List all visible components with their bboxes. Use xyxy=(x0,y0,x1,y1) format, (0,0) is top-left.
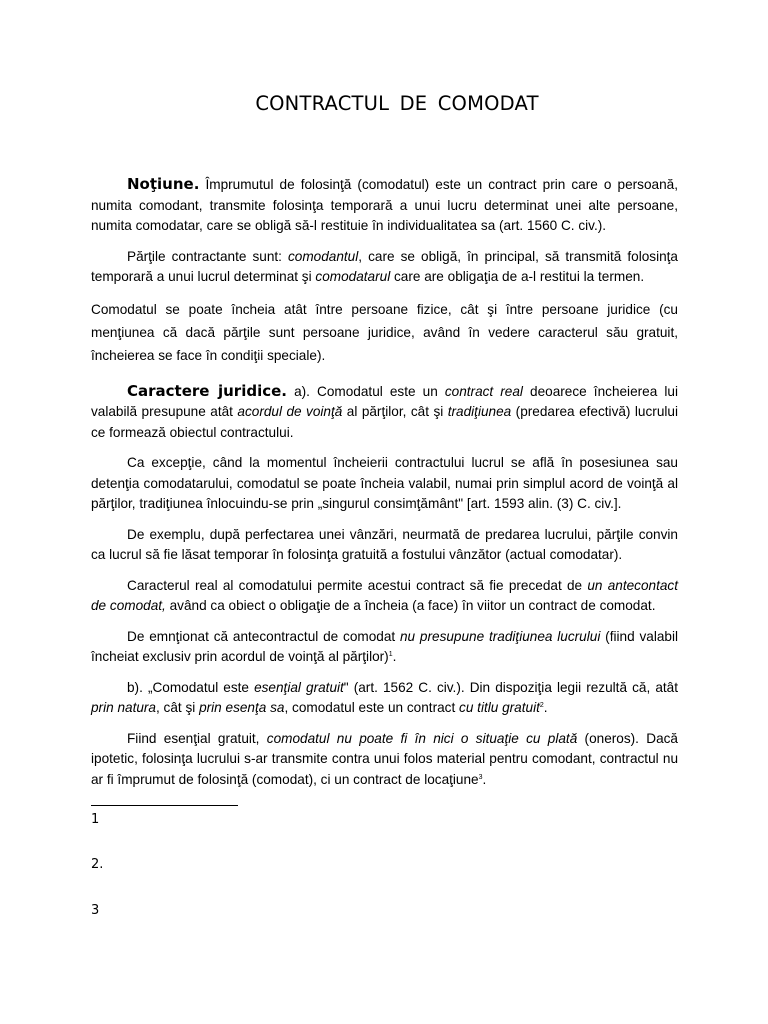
paragraph-exceptie xyxy=(91,453,678,515)
document-body xyxy=(91,174,678,800)
text-run: (oneros). Dacă ipotetic, folosinţa lucrului s-ar transmite contra unui folos material pentru comodant, contractul nu ar fi împrumut de folosinţă (comodat), ci un contract de locaţiune xyxy=(91,730,678,787)
italic-run: prin natura xyxy=(91,700,156,715)
text-run: b). „Comodatul este xyxy=(127,679,255,695)
text-run: . xyxy=(392,649,397,664)
text-run: . xyxy=(482,771,487,787)
footnote-ref-2[interactable]: 2 xyxy=(539,702,544,709)
italic-run: nu presupune tradiţiunea lucrului xyxy=(399,628,601,644)
italic-run: tradiţiunea xyxy=(447,404,512,419)
text-run: Caracterul real al comodatului permite acestui contract să fie precedat de xyxy=(127,577,588,593)
text-run: Ca excepţie, când la momentul încheierii contractului lucrul se află în posesiunea sau detenţia comodatarului, comodatul se poate încheia valabil, numai prin simplul acord de voinţă al părţilor, tradiţiunea înlocuindu-se prin „singurul consimţământ" [art. 1593 alin. (3) C. civ.]. xyxy=(91,455,678,511)
text-run: (predarea efectivă) lucrului ce formează obiectul contractului. xyxy=(91,404,678,440)
text-run: , comodatul este un contract xyxy=(284,700,460,715)
italic-run: acordul de voinţă xyxy=(237,404,343,419)
paragraph-partile xyxy=(91,247,678,288)
text-run: a). Comodatul este un xyxy=(287,383,445,399)
text-run: Împrumutul de folosinţă (comodatul) este un contract prin care o persoană, numita comodant, transmite folosinţa temporară a unui lucru determinat unei alte persoane, numita comodatar, care se obligă să-l restituie în individualitatea sa (art. 1560 C. civ.). xyxy=(91,177,678,233)
text-run: Comodatul se poate încheia atât între persoane fizice, cât şi între persoane juridice (cu menţiunea că dacă părţile sunt persoane juridice, având în vedere caracterul său gratuit, încheierea se face în condiţii speciale). xyxy=(91,301,678,363)
italic-run: comodatarul xyxy=(315,269,391,284)
footnote-separator xyxy=(91,805,238,806)
paragraph-esential-gratuit xyxy=(91,729,678,791)
footnote-3: 3 xyxy=(91,903,100,918)
italic-run: comodatul nu poate fi în nici o situaţie cu plată xyxy=(266,730,578,746)
italic-run: un antecontact de comodat, xyxy=(91,577,678,613)
paragraph-persoane xyxy=(91,298,678,367)
heading-caractere: Caractere juridice. xyxy=(127,381,287,400)
text-run: Părţile contractante sunt: xyxy=(127,248,288,264)
footnote-ref-3[interactable]: 3 xyxy=(478,773,483,781)
paragraph-caractere xyxy=(91,381,678,444)
italic-run: contract real xyxy=(444,383,523,399)
italic-run: cu titlu gratuit xyxy=(459,700,540,715)
paragraph-exemplu xyxy=(91,525,678,566)
text-run: care are obligaţia de a-l restitui la termen. xyxy=(390,269,645,284)
paragraph-antecontract xyxy=(91,627,678,668)
text-run: (fiind valabil încheiat exclusiv prin acordul de voinţă al părţilor) xyxy=(91,628,678,664)
text-run: deoarece încheierea lui valabilă presupune atât xyxy=(91,383,678,419)
footnote-ref-1[interactable]: 1 xyxy=(388,651,393,658)
footnote-1: 1 xyxy=(91,812,100,827)
text-run: " (art. 1562 C. civ.). Din dispoziţia legii rezultă că, atât xyxy=(343,679,678,695)
text-run: Fiind esenţial gratuit, xyxy=(127,730,267,746)
text-run: având ca obiect o obligaţie de a încheia (a face) în viitor un contract de comodat. xyxy=(165,598,656,613)
text-run: , cât şi xyxy=(156,700,200,715)
italic-run: esenţial gratuit xyxy=(254,679,344,695)
paragraph-notiune xyxy=(91,174,678,237)
paragraph-gratuit xyxy=(91,678,678,719)
text-run: al părţilor, cât şi xyxy=(342,404,448,419)
text-run: De emnţionat că antecontractul de comodat xyxy=(127,628,400,644)
text-run: De exemplu, după perfectarea unei vânzări, neurmată de predarea lucrului, părţile convin ca lucrul să fie lăsat temporar în folosinţa gratuită a fostului vânzător (actual comodatar). xyxy=(91,526,678,562)
heading-notiune: Noţiune. xyxy=(127,175,200,193)
footnote-2: 2. xyxy=(91,857,104,872)
text-run: . xyxy=(543,700,548,715)
paragraph-caracter-real xyxy=(91,576,678,617)
italic-run: comodantul xyxy=(287,248,359,264)
document-title: CONTRACTUL DE COMODAT xyxy=(255,92,539,115)
text-run: , care se obligă, în principal, să transmită folosinţa temporară a unui lucrul determinat şi xyxy=(91,248,678,284)
italic-run: prin esenţa sa xyxy=(199,700,285,715)
